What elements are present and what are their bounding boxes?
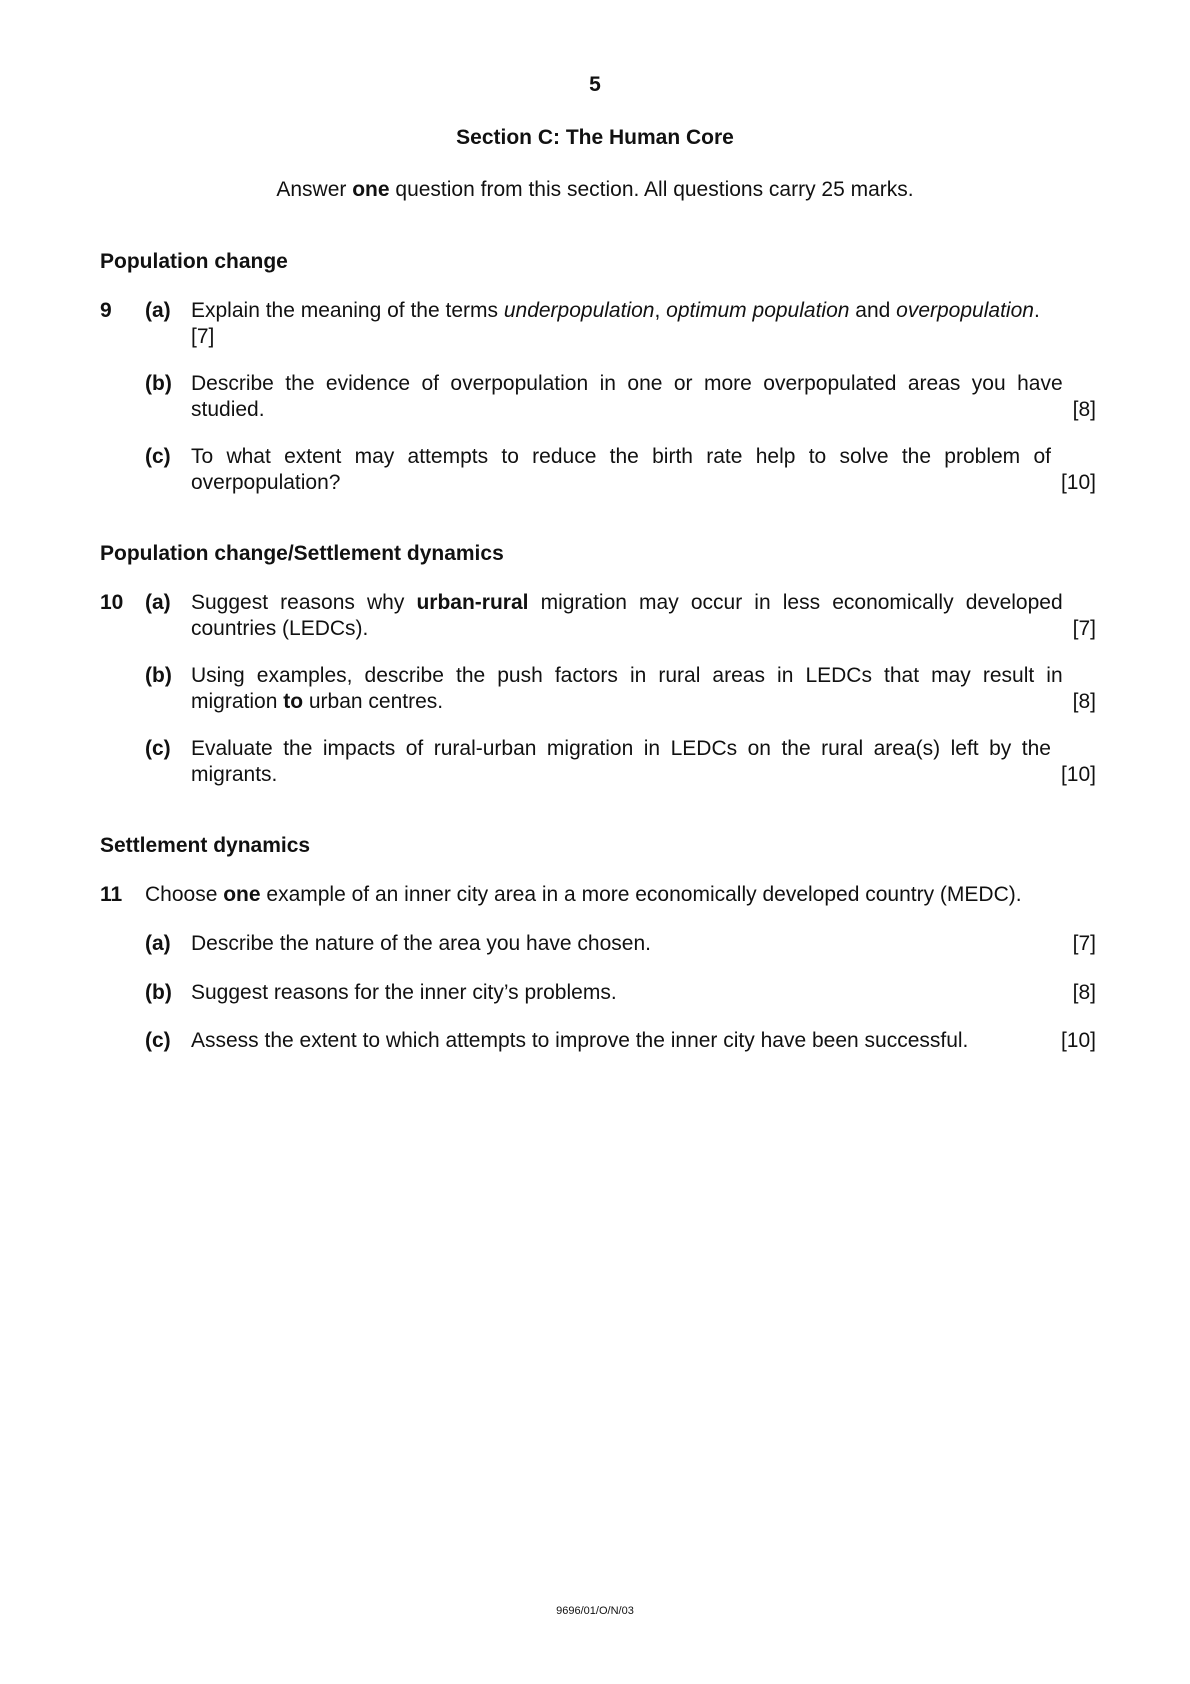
topic-heading-population-settlement: Population change/Settlement dynamics xyxy=(100,542,504,565)
question-stem: Choose one example of an inner city area in a more economically developed country (MEDC). xyxy=(145,883,1022,906)
question-11-stem xyxy=(100,882,1096,908)
part-label: (c) xyxy=(145,445,171,468)
question-number: 11 xyxy=(100,883,123,906)
part-label: (b) xyxy=(145,372,172,395)
question-9 xyxy=(100,298,1096,350)
question-10b xyxy=(100,663,1096,715)
part-text: [8] Describe the evidence of overpopulation in one or more overpopulated areas you have studied. xyxy=(191,372,1096,421)
part-label: (b) xyxy=(145,664,172,687)
part-text: [7] Suggest reasons why urban-rural migration may occur in less economically developed countries (LEDCs). xyxy=(191,591,1096,640)
part-marks: [10] xyxy=(1060,763,1096,786)
question-11c xyxy=(100,1028,1096,1054)
topic-heading-population-change: Population change xyxy=(100,250,288,273)
part-text: [10] Assess the extent to which attempts to improve the inner city have been successful. xyxy=(191,1029,1096,1052)
part-text: [10] Evaluate the impacts of rural-urban migration in LEDCs on the rural area(s) left by the migrants. xyxy=(191,737,1096,786)
part-text: [8] Using examples, describe the push factors in rural areas in LEDCs that may result in migration to urban centres. xyxy=(191,664,1096,713)
part-label: (b) xyxy=(145,981,172,1004)
part-marks: [10] xyxy=(1060,471,1096,494)
question-10a xyxy=(100,590,1096,642)
question-9a xyxy=(100,298,1096,350)
part-label: (c) xyxy=(145,1029,171,1052)
part-marks: [7] xyxy=(1072,932,1096,955)
part-marks: [8] xyxy=(1072,981,1096,1004)
part-marks: [8] xyxy=(1072,398,1096,421)
question-number: 10 xyxy=(100,591,124,614)
question-11a xyxy=(100,931,1096,957)
footer-code: 9696/01/O/N/03 xyxy=(556,1605,634,1617)
part-label: (c) xyxy=(145,737,171,760)
part-label: (a) xyxy=(145,299,171,322)
part-text: [10] To what extent may attempts to reduce the birth rate help to solve the problem of overpopulation? xyxy=(191,445,1096,494)
question-number: 9 xyxy=(100,299,112,322)
question-10c xyxy=(100,736,1096,788)
part-text: Explain the meaning of the terms underpopulation, optimum population and overpopulation. xyxy=(191,299,1040,322)
part-text: [7] Describe the nature of the area you have chosen. xyxy=(191,932,1096,955)
part-marks: [8] xyxy=(1072,690,1096,713)
question-9c xyxy=(100,444,1096,496)
question-9b xyxy=(100,371,1096,423)
instruction-emphasis: one xyxy=(352,178,390,201)
part-label: (a) xyxy=(145,932,171,955)
part-label: (a) xyxy=(145,591,171,614)
page-number: 5 xyxy=(589,73,601,96)
part-marks: [10] xyxy=(1060,1029,1096,1052)
part-marks: [7] xyxy=(191,325,215,348)
part-marks: [7] xyxy=(1072,617,1096,640)
section-instruction: Answer one question from this section. All questions carry 25 marks. xyxy=(276,178,914,201)
topic-heading-settlement-dynamics: Settlement dynamics xyxy=(100,834,311,857)
question-11b xyxy=(100,980,1096,1006)
part-text: [8] Suggest reasons for the inner city’s problems. xyxy=(191,981,1096,1004)
section-title: Section C: The Human Core xyxy=(456,126,734,149)
